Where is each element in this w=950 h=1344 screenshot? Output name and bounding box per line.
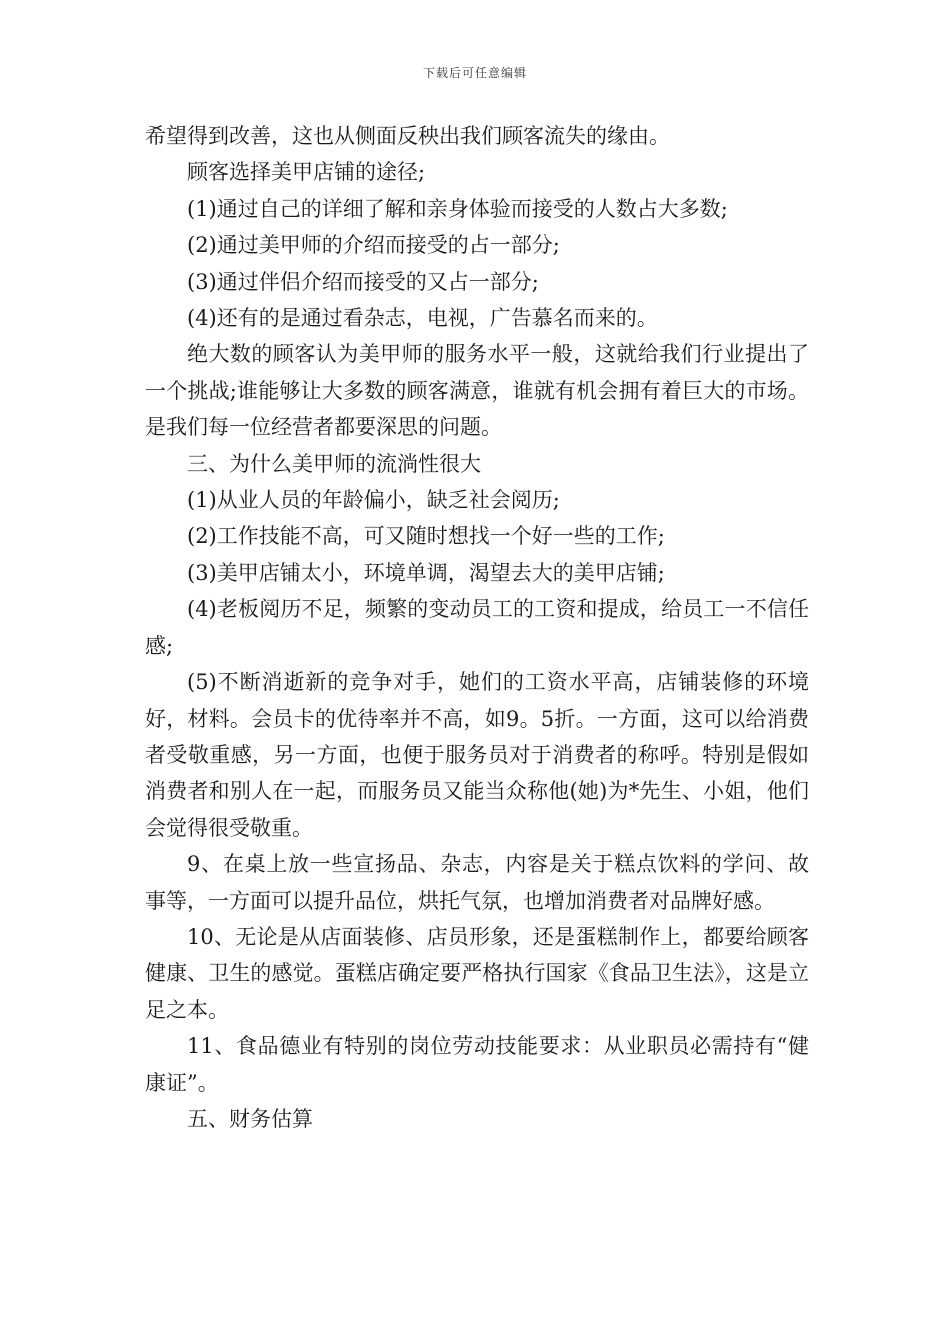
section-heading-3: 三、为什么美甲师的流淌性很大: [187, 451, 481, 476]
page-header: 下载后可任意编辑: [422, 66, 527, 80]
paragraph-7: 绝大数的顾客认为美甲师的服务水平一般，这就给我们行业提出了一个挑战;谁能够让大多数的顾客满意，谁就有机会拥有着巨大的市场。是我们每一位经营者都要深思的问题。: [145, 342, 809, 440]
paragraph-14: 9、在桌上放一些宣扬品、杂志，内容是关于糕点饮料的学问、故事等，一方面可以提升品位，烘托气氛，也增加消费者对品牌好感。: [145, 852, 809, 913]
paragraph-5: (3)通过伴侣介绍而接受的又占一部分;: [187, 269, 539, 294]
paragraph-11: (3)美甲店铺太小，环境单调，渴望去大的美甲店铺;: [187, 560, 665, 585]
paragraph-10: (2)工作技能不高，可又随时想找一个好一些的工作;: [187, 524, 665, 549]
paragraph-9: (1)从业人员的年龄偏小，缺乏社会阅历;: [187, 488, 560, 513]
paragraph-4: (2)通过美甲师的介绍而接受的占一部分;: [187, 233, 560, 258]
paragraph-16: 11、食品德业有特别的岗位劳动技能要求：从业职员必需持有“健康证”。: [145, 1034, 809, 1095]
document-body: [145, 118, 809, 1137]
paragraph-2: 顾客选择美甲店铺的途径;: [187, 160, 426, 185]
paragraph-13: (5)不断消逝新的竞争对手，她们的工资水平高，店铺装修的环境好，材料。会员卡的优待率并不高，如9。5折。一方面，这可以给消费者受敬重感，另一方面，也便于服务员对于消费者的称呼。特别是假如消费者和别人在一起，而服务员又能当众称他(她)为*先生、小姐，他们会觉得很受敬重。: [145, 670, 809, 840]
paragraph-12: (4)老板阅历不足，频繁的变动员工的工资和提成，给员工一不信任感;: [145, 597, 809, 658]
paragraph-6: (4)还有的是通过看杂志，电视，广告慕名而来的。: [187, 306, 658, 331]
paragraph-1: 希望得到改善，这也从侧面反秧出我们顾客流失的缘由。: [145, 124, 670, 148]
section-heading-5: 五、财务估算: [187, 1106, 313, 1131]
paragraph-15: 10、无论是从店面装修、店员形象，还是蛋糕制作上，都要给顾客健康、卫生的感觉。蛋糕店确定要严格执行国家《食品卫生法》，这是立足之本。: [145, 924, 809, 1022]
paragraph-3: (1)通过自己的详细了解和亲身体验而接受的人数占大多数;: [187, 196, 728, 221]
